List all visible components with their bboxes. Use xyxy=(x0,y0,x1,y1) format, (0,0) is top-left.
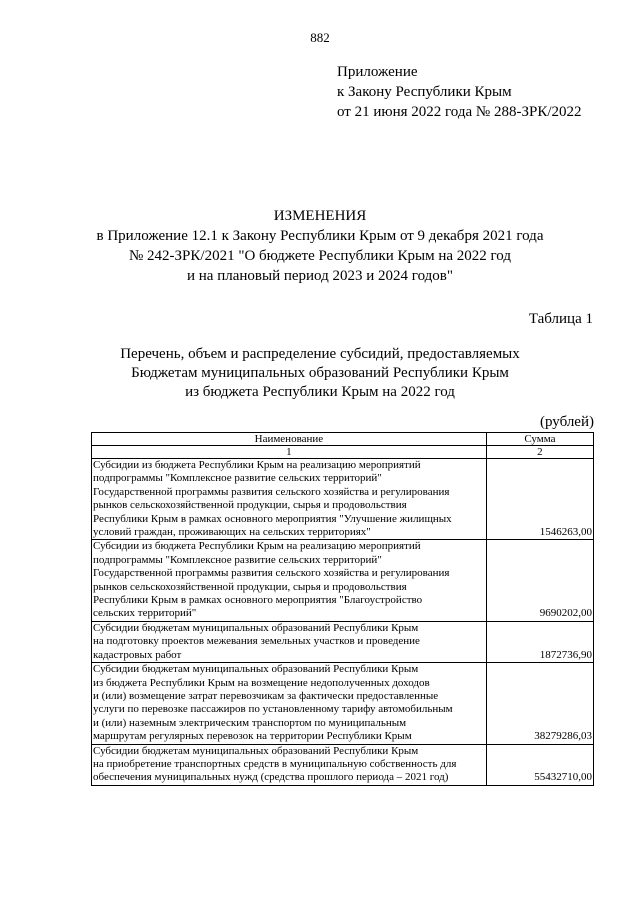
appendix-line: к Закону Республики Крым xyxy=(337,84,512,100)
subsidy-sum: 55432710,00 xyxy=(486,744,593,785)
appendix-line: Приложение xyxy=(337,64,418,80)
header-name: Наименование xyxy=(92,433,487,446)
subsidy-name: Субсидии бюджетам муниципальных образований Республики Крым из бюджета Республики Крым на возмещение недополученных доходов и (или) возмещение затрат перевозчикам за фактически предоставленные услуги по перевозке пассажиров по установленному тарифу автомобильным и (или) наземным электрическим транспортом по муниципальным маршрутам регулярных перевозок на территории Республики Крым xyxy=(92,663,487,744)
changes-line: в Приложение 12.1 к Закону Республики Крым от 9 декабря 2021 года xyxy=(96,228,544,244)
changes-line: и на плановый период 2023 и 2024 годов" xyxy=(187,268,453,284)
table-title-line: из бюджета Республики Крым на 2022 год xyxy=(185,384,455,400)
table-row xyxy=(92,621,594,662)
table-header-row xyxy=(92,433,594,446)
column-number-row xyxy=(92,446,594,459)
subsidy-name: Субсидии из бюджета Республики Крым на реализацию мероприятий подпрограммы "Комплексное развитие сельских территорий" Государственной программы развития сельского хозяйства и регулирования рынков сельскохозяйственной продукции, сырья и продовольствия Республики Крым в рамках основного мероприятия "Благоустройство сельских территорий" xyxy=(92,540,487,621)
table-title-line: Бюджетам муниципальных образований Республики Крым xyxy=(131,365,509,381)
table-title xyxy=(0,345,640,402)
appendix-line: от 21 июня 2022 года № 288-ЗРК/2022 xyxy=(337,104,582,120)
subsidy-sum: 1872736,90 xyxy=(486,621,593,662)
appendix-reference xyxy=(337,62,582,122)
table-label: Таблица 1 xyxy=(528,311,593,327)
subsidies-table xyxy=(91,432,594,786)
table-row xyxy=(92,459,594,540)
subsidy-name: Субсидии бюджетам муниципальных образований Республики Крым на подготовку проектов межевания земельных участков и проведение кадастровых работ xyxy=(92,621,487,662)
changes-title: ИЗМЕНЕНИЯ xyxy=(273,208,367,224)
subsidy-name: Субсидии из бюджета Республики Крым на реализацию мероприятий подпрограммы "Комплексное развитие сельских территорий" Государственной программы развития сельского хозяйства и регулирования рынков сельскохозяйственной продукции, сырья и продовольствия Республики Крым в рамках основного мероприятия "Улучшение жилищных условий граждан, проживающих на сельских территориях" xyxy=(92,459,487,540)
table-row xyxy=(92,744,594,785)
subsidy-sum: 1546263,00 xyxy=(486,459,593,540)
table-title-line: Перечень, объем и распределение субсидий, предоставляемых xyxy=(120,346,520,362)
header-sum: Сумма xyxy=(486,433,593,446)
changes-heading xyxy=(0,206,640,286)
column-number: 2 xyxy=(486,446,593,459)
subsidy-sum: 38279286,03 xyxy=(486,663,593,744)
page-number: 882 xyxy=(310,30,330,45)
changes-line: № 242-ЗРК/2021 "О бюджете Республики Крым на 2022 год xyxy=(128,248,512,264)
table-row xyxy=(92,663,594,744)
subsidy-name: Субсидии бюджетам муниципальных образований Республики Крым на приобретение транспортных средств в муниципальную собственность для обеспечения муниципальных нужд (средства прошлого периода – 2021 год) xyxy=(92,744,487,785)
units-label: (рублей) xyxy=(539,414,594,430)
subsidy-sum: 9690202,00 xyxy=(486,540,593,621)
table-row xyxy=(92,540,594,621)
column-number: 1 xyxy=(92,446,487,459)
